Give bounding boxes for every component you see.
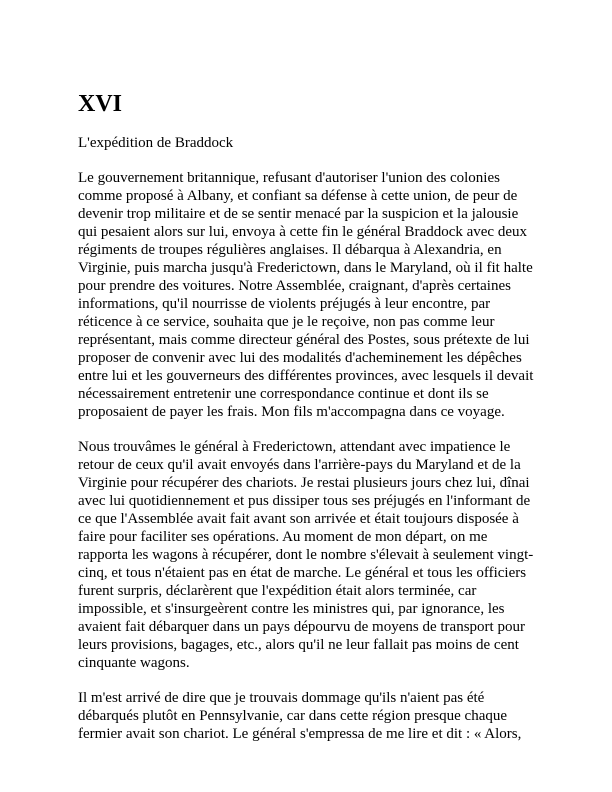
document-page [78, 90, 538, 760]
paragraph-1: Le gouvernement britannique, refusant d'autoriser l'union des colonies comme proposé à Albany, et confiant sa défense à cette union, de peur de devenir trop militaire et de se sentir menacé par la suspicion et la jalousie qui pesaient alors sur lui, envoya à cette fin le général Braddock avec deux régiments de troupes régulières anglaises. Il débarqua à Alexandria, en Virginie, puis marcha jusqu'à Frederictown, dans le Maryland, où il fit halte pour prendre des voitures. Notre Assemblée, craignant, d'après certaines informations, qu'il nourrisse de violents préjugés à leur encontre, par réticence à ce service, souhaita que je le reçoive, non pas comme leur représentant, mais comme directeur général des Postes, sous prétexte de lui proposer de convenir avec lui des modalités d'acheminement les dépêches entre lui et les gouverneurs des différentes provinces, avec lesquels il devait nécessairement entretenir une correspondance continue et dont ils se proposaient de payer les frais. Mon fils m'accompagna dans ce voyage. [78, 170, 534, 420]
chapter-title: L'expédition de Braddock [78, 135, 234, 151]
chapter-number: XVI [78, 91, 123, 117]
paragraph-2: Nous trouvâmes le général à Frederictown, attendant avec impatience le retour de ceux qu'il avait envoyés dans l'arrière-pays du Maryland et de la Virginie pour récupérer des chariots. Je restai plusieurs jours chez lui, dînai avec lui quotidiennement et pus dissiper tous ses préjugés en l'informant de ce que l'Assemblée avait fait avant son arrivée et était toujours disposée à faire pour faciliter ses opérations. Au moment de mon départ, on me rapporta les wagons à récupérer, dont le nombre s'élevait à seulement vingt-cinq, et tous n'étaient pas en état de marche. Le général et tous les officiers furent surpris, déclarèrent que l'expédition était alors terminée, car impossible, et s'insurgeèrent contre les ministres qui, par ignorance, les avaient fait débarquer dans un pays dépourvu de moyens de transport pour leurs provisions, bagages, etc., alors qu'il ne leur fallait pas moins de cent cinquante wagons. [78, 439, 534, 671]
paragraph-3: Il m'est arrivé de dire que je trouvais dommage qu'ils n'aient pas été débarqués plutôt en Pennsylvanie, car dans cette région presque chaque fermier avait son chariot. Le général s'empressa de me lire et dit : « Alors, [78, 690, 522, 742]
